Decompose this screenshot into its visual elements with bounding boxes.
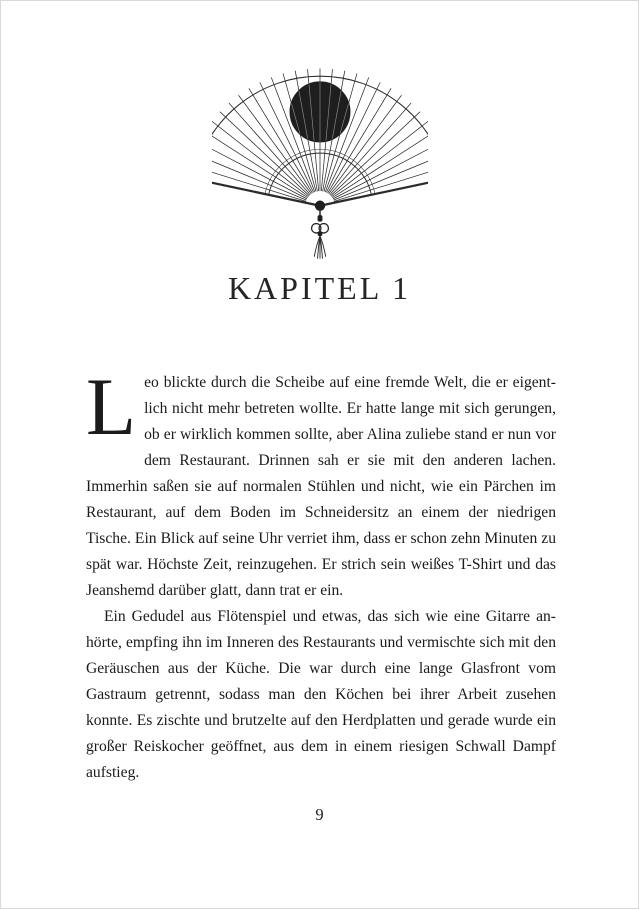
body-text (86, 361, 556, 786)
fan-icon (212, 65, 428, 262)
chapter-title: KAPITEL 1 (227, 270, 412, 306)
paragraph-2 (86, 604, 556, 786)
paragraph-2-text: Ein Gedudel aus Flötenspiel und etwas, das sich wie eine Gitarre anhörte, empfing ihn im Inneren des Restaurants und vermischte sich mit den Geräuschen aus der Küche. Die war durch eine lange Glasfront vom Gastraum getrennt, sodass man den Köchen bei ihrer Arbeit zusehen konnte. Es zischte und brutzelte auf den Herdplatten und gerade wurde ein großer Reiskocher geöffnet, aus dem in einem riesigen Schwall Dampf aufstieg. (86, 608, 556, 781)
paragraph-1-text: eo blickte durch die Scheibe auf eine fremde Welt, die er eigentlich nicht mehr betreten wollte. Er hatte lange mit sich gerungen, ob er wirklich kommen sollte, aber Alina zuliebe stand er nun vor dem Restaurant. Drinnen sah er sie mit den anderen lachen. Immerhin saßen sie auf normalen Stühlen und nicht, wie ein Pärchen im Restaurant, auf dem Boden im Schneidersitz an einem der niedrigen Tische. Ein Blick auf seine Uhr verriet ihm, dass er schon zehn Minuten zu spät war. Höchste Zeit, reinzugehen. Er strich sein weißes T-Shirt und das Jeanshemd darüber glatt, dann trat er ein. (86, 374, 556, 599)
paragraph-1 (86, 361, 556, 604)
page-number: 9 (315, 805, 324, 824)
chapter-illustration (1, 65, 638, 262)
drop-cap: L (86, 361, 137, 452)
